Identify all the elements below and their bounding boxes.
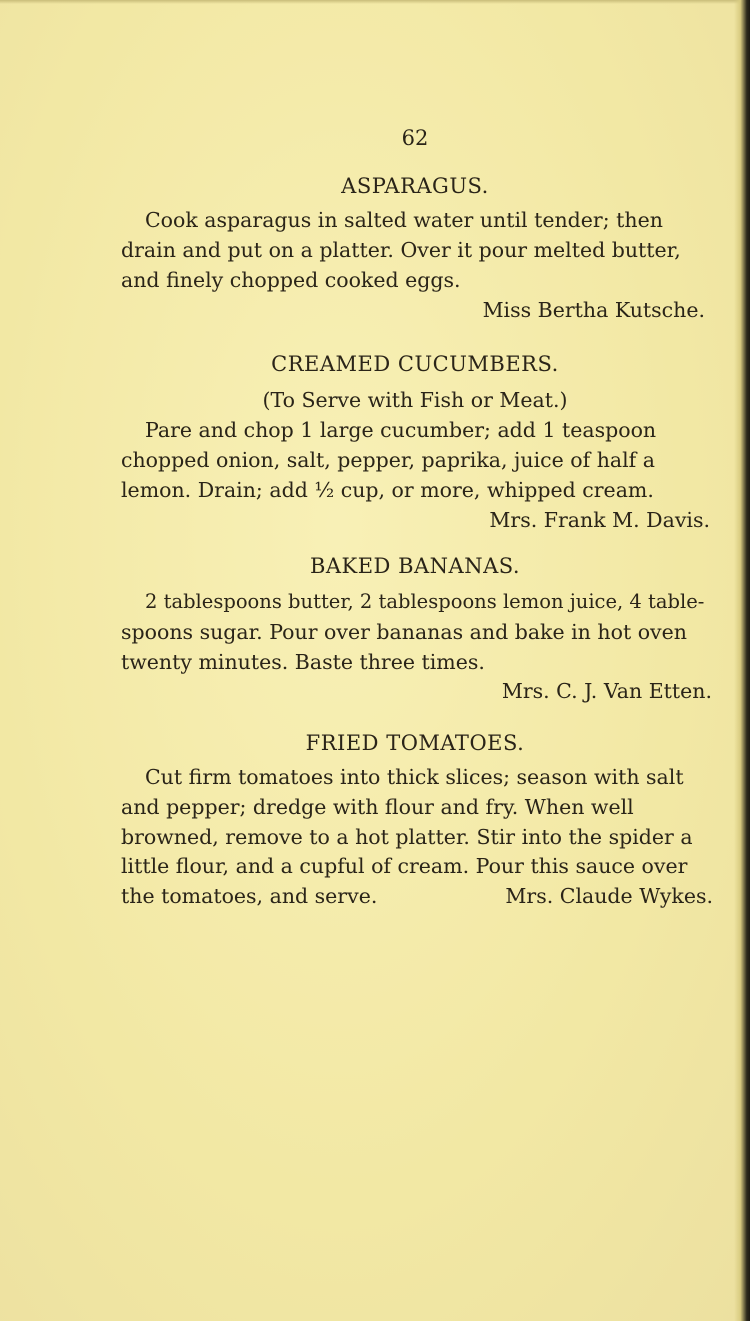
recipe-author: Mrs. Frank M. Davis. bbox=[489, 508, 710, 532]
recipe-subtitle: (To Serve with Fish or Meat.) bbox=[262, 388, 568, 412]
recipe-text-line: chopped onion, salt, pepper, paprika, juice of half a bbox=[121, 448, 656, 472]
recipe-text-line: spoons sugar. Pour over bananas and bake in hot oven bbox=[121, 620, 687, 644]
recipe-text-line: 2 tablespoons butter, 2 tablespoons lemon juice, 4 table- bbox=[145, 590, 705, 613]
recipe-author: Miss Bertha Kutsche. bbox=[482, 298, 705, 322]
recipe-title: ASPARAGUS. bbox=[341, 174, 489, 198]
recipe-title: FRIED TOMATOES. bbox=[305, 731, 525, 755]
recipe-text-line: lemon. Drain; add ½ cup, or more, whipped cream. bbox=[121, 478, 654, 502]
recipe-text-line: Cut firm tomatoes into thick slices; season with salt bbox=[145, 765, 684, 789]
recipe-text-line: drain and put on a platter. Over it pour melted butter, bbox=[121, 238, 681, 262]
recipe-text-line: Pare and chop 1 large cucumber; add 1 teaspoon bbox=[145, 418, 657, 442]
book-spine-edge bbox=[734, 0, 750, 1321]
recipe-text-line: and finely chopped cooked eggs. bbox=[121, 268, 461, 292]
recipe-text-line: the tomatoes, and serve. bbox=[121, 884, 378, 908]
page-number: 62 bbox=[401, 126, 429, 150]
recipe-title: CREAMED CUCUMBERS. bbox=[271, 352, 559, 376]
recipe-text-line: twenty minutes. Baste three times. bbox=[121, 650, 485, 674]
recipe-text-line: browned, remove to a hot platter. Stir into the spider a bbox=[121, 825, 693, 849]
recipe-text-line: Cook asparagus in salted water until tender; then bbox=[145, 208, 663, 232]
page-top-edge bbox=[0, 0, 740, 4]
recipe-text-line: and pepper; dredge with flour and fry. When well bbox=[121, 795, 634, 819]
recipe-author: Mrs. C. J. Van Etten. bbox=[501, 679, 712, 703]
recipe-text-line: little flour, and a cupful of cream. Pour this sauce over bbox=[121, 854, 688, 878]
recipe-title: BAKED BANANAS. bbox=[309, 554, 521, 578]
recipe-author: Mrs. Claude Wykes. bbox=[505, 884, 713, 908]
